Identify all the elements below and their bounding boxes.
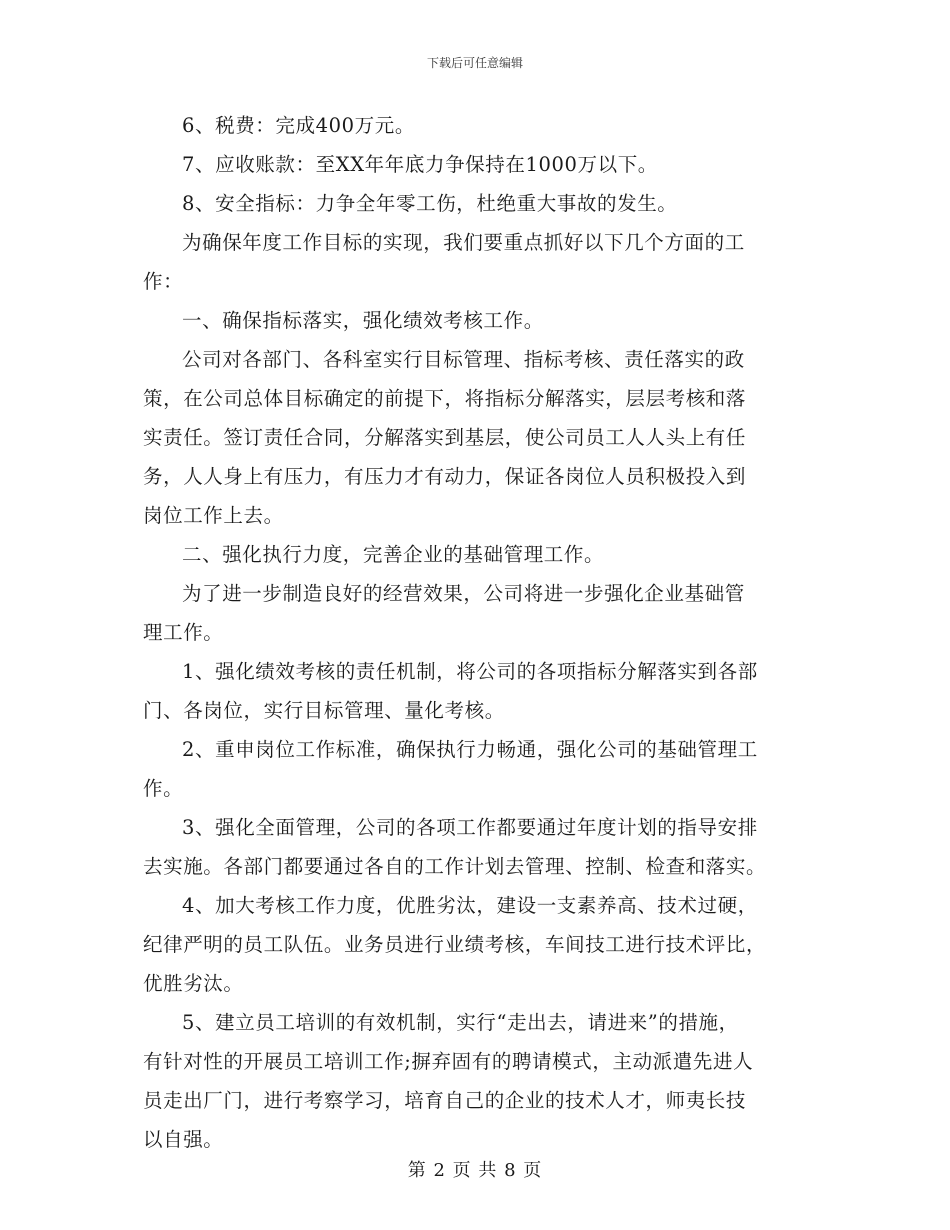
- paragraph-target-management: 公司对各部门、各科室实行目标管理、指标考核、责任落实的政 策，在公司总体目标确定的前提下，将指标分解落实，层层考核和落 实责任。签订责任合同，分解落实到基层，使公司员工人人头上有任 务，人人身上有压力，有压力才有动力，保证各岗位人员积极投入到 岗位工作上去。: [143, 348, 747, 527]
- paragraph-safety: 8、安全指标：力争全年零工伤，杜绝重大事故的发生。: [182, 192, 678, 215]
- list-item-4: 4、加大考核工作力度，优胜劣汰，建设一支素养高、技术过硬， 纪律严明的员工队伍。业务员进行业绩考核，车间技工进行技术评比， 优胜劣汰。: [143, 894, 767, 995]
- paragraph-receivables: 7、应收账款：至XX年年底力争保持在1000万以下。: [182, 153, 658, 176]
- list-item-1: 1、强化绩效考核的责任机制，将公司的各项指标分解落实到各部 门、各岗位，实行目标管理、量化考核。: [143, 660, 758, 722]
- document-body: [143, 106, 811, 1159]
- paragraph-intro: 为确保年度工作目标的实现，我们要重点抓好以下几个方面的工 作：: [143, 231, 745, 293]
- page-number: 第 2 页 共 8 页: [407, 1160, 543, 1181]
- paragraph-tax: 6、税费：完成400万元。: [182, 114, 415, 137]
- list-item-5: 5、建立员工培训的有效机制，实行“走出去，请进来”的措施， 有针对性的开展员工培训工作;摒弃固有的聘请模式，主动派遣先进人 员走出厂门，进行考察学习，培育自己的企业的技术人才，师夷长技 以自强。: [143, 1011, 754, 1151]
- section-heading-1: 一、确保指标落实，强化绩效考核工作。: [182, 309, 544, 332]
- section-heading-2: 二、强化执行力度，完善企业的基础管理工作。: [182, 543, 605, 566]
- list-item-3: 3、强化全面管理，公司的各项工作都要通过年度计划的指导安排 去实施。各部门都要通过各自的工作计划去管理、控制、检查和落实。: [143, 816, 767, 878]
- list-item-2: 2、重申岗位工作标准，确保执行力畅通，强化公司的基础管理工 作。: [143, 738, 758, 800]
- paragraph-basic-management: 为了进一步制造良好的经营效果，公司将进一步强化企业基础管 理工作。: [143, 582, 745, 644]
- page-header: 下载后可任意编辑: [426, 56, 523, 70]
